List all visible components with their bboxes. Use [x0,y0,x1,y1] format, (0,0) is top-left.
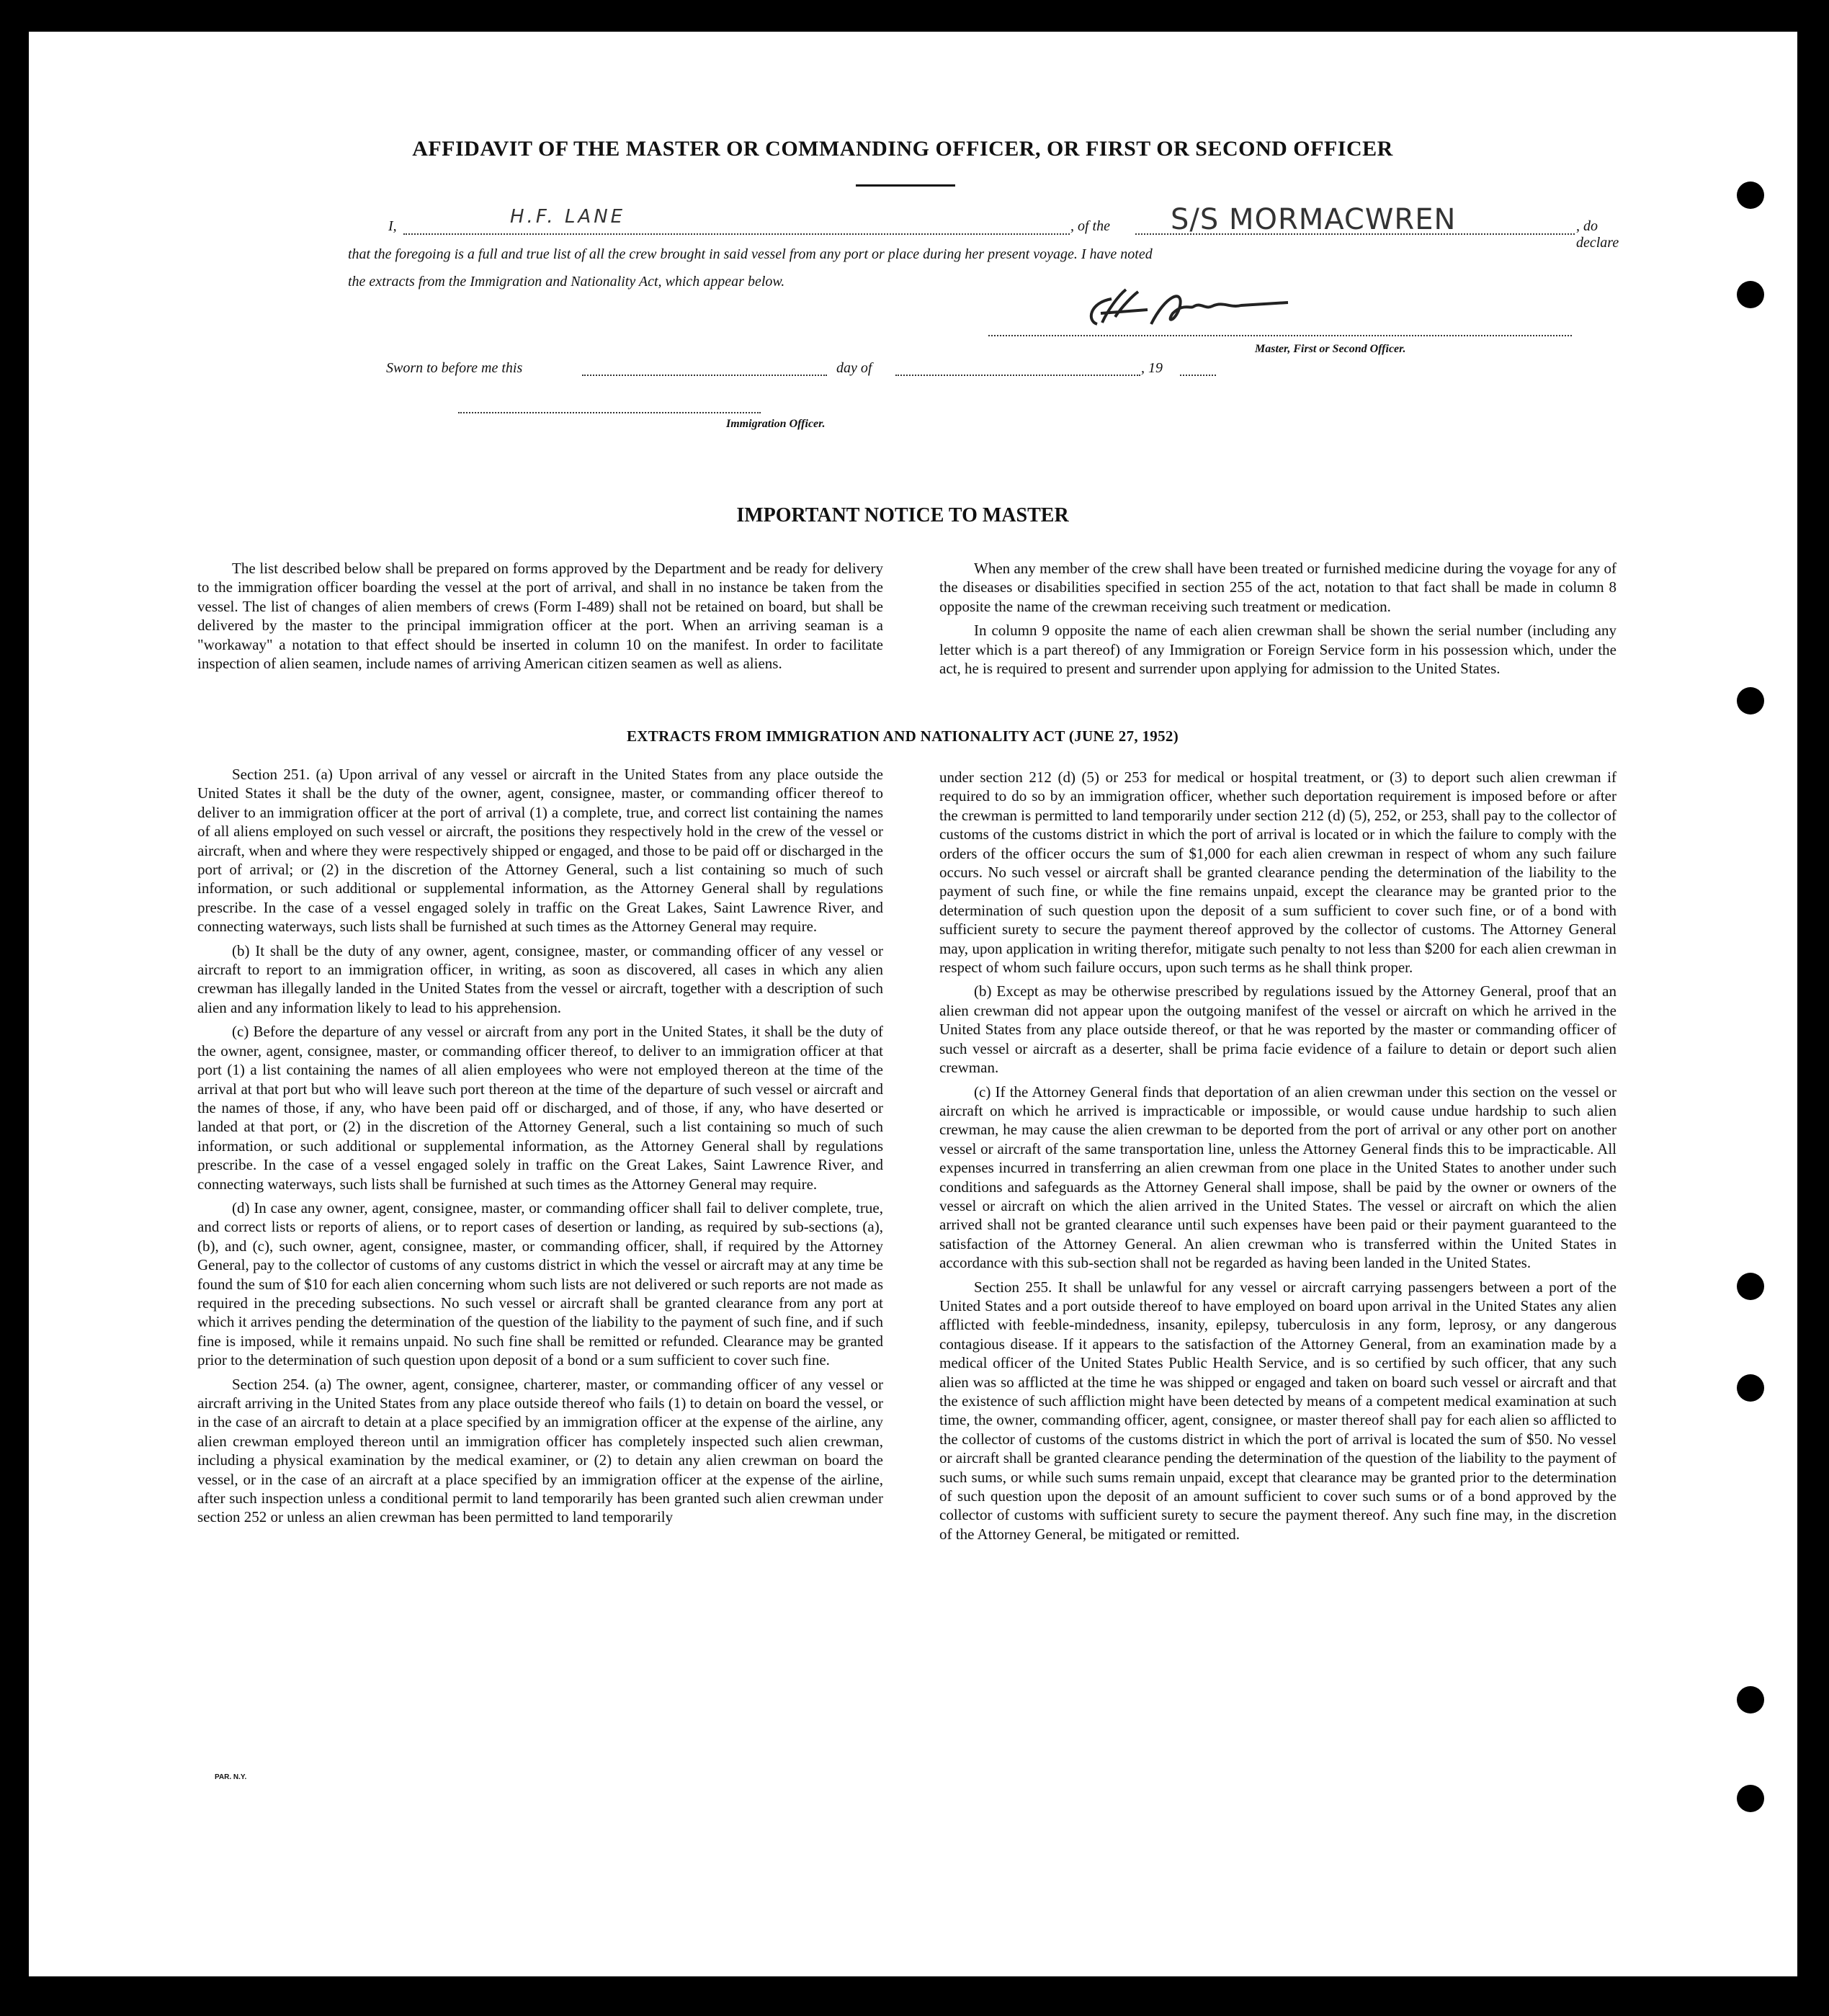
declaration-text-1: that the foregoing is a full and true list of all the crew brought in said vessel from any port or place during her present voyage. I have noted [348,246,1153,262]
title-rule [856,184,955,187]
extract-paragraph: Section 254. (a) The owner, agent, consignee, charterer, master, or commanding officer of any vessel or aircraft arriving in the United States from any place outside thereof who fails (1) to detain on board the vessel, or in the case of an aircraft to detain at a place specified by an immigration officer at the expense of the airline, any alien crewman employed thereon until an immigration officer has completely inspected such alien crewman, including a physical examination by the medical examiner, or (2) to detain any alien crewman on board the vessel, or in the case of an aircraft at a place specified by an immigration officer at the expense of the airline, after such inspection unless a conditional permit to land temporarily has been granted such alien crewman under section 252 or unless an alien crewman has been permitted to land temporarily [197,1375,883,1526]
extract-paragraph: Section 251. (a) Upon arrival of any vessel or aircraft in the United States from any place outside the United States it shall be the duty of the owner, agent, consignee, master, or commanding officer thereof to deliver to an immigration officer at the port of arrival (1) a complete, true, and correct list containing the names of all aliens employed on such vessel or aircraft, the positions they respectively hold in the crew of the vessel or aircraft, when and where they were respectively shipped or engaged, and those to be paid off or discharged in the port of arrival; or (2) in the discretion of the Attorney General, such a list containing so much of such information, or such additional or supplemental information, as the Attorney General shall by regulations prescribe. In the case of a vessel engaged solely in traffic on the Great Lakes, Saint Lawrence River, and connecting waterways, such lists shall be furnished at such times as the Attorney General may require. [197,766,883,936]
master-name-handwritten: H.F. LANE [510,206,626,228]
notice-right-column [939,559,1616,683]
extract-paragraph: (b) Except as may be otherwise prescribed by regulations issued by the Attorney General, proof that an alien crewman did not appear upon the outgoing manifest of the vessel or aircraft on which he arrived in the United States from any place outside thereof, or that he was reported by the master or commanding officer of such vessel or aircraft as a deserter, shall be prima facie evidence of a failure to detain or deport such alien crewman. [939,982,1616,1077]
do-declare-label: , do declare [1576,218,1619,251]
sworn-label: Sworn to before me this [386,360,523,376]
year-label: , 19 [1141,360,1163,376]
binder-hole [1737,687,1764,714]
binder-hole [1737,1374,1764,1402]
extracts-title: EXTRACTS FROM IMMIGRATION AND NATIONALITY ACT (JUNE 27, 1952) [627,727,1179,745]
of-the-label: , of the [1070,218,1110,234]
extract-paragraph: (c) If the Attorney General finds that deportation of an alien crewman under this section on the vessel or aircraft on which he arrived is impracticable or impossible, or would cause undue hardship to such alien crewman, he may cause the alien crewman to be deported from the port of arrival or any other port on another vessel or aircraft of the same transportation line, unless the Attorney General finds this to be impracticable. All expenses incurred in transferring an alien crewman from one place in the United States to another under such conditions and safeguards as the Attorney General shall impose, shall be paid by the owner or owners of the vessel or aircraft on which the alien arrived in the United States. The vessel or aircraft on which the alien arrived shall not be granted clearance until such expenses have been paid or their payment guaranteed to the satisfaction of the Attorney General. An alien crewman who is transferred within the United States in accordance with this sub-section shall not be regarded as having been landed in the United States. [939,1083,1616,1272]
notice-left-column [197,559,883,678]
signature-line [988,335,1572,336]
extract-paragraph: (b) It shall be the duty of any owner, agent, consignee, master, or commanding officer of any vessel or aircraft to report to an immigration officer, in writing, as soon as discovered, all cases in which any alien crewman has illegally landed in the United States from the vessel or aircraft, together with a description of such alien and any information likely to lead to his apprehension. [197,941,883,1016]
notice-paragraph: The list described below shall be prepared on forms approved by the Department and be ready for delivery to the immigration officer boarding the vessel at the port of arrival, and shall in no instance be taken from the vessel. The list of changes of alien members of crews (Form I-489) shall not be retained on board, but shall be delivered by the master to the principal immigration officer at the port. When an arriving seaman is a "workaway" a notation to that effect should be inserted in column 10 on the manifest. In order to facilitate inspection of alien seamen, include names of arriving American citizen seamen as well as aliens. [197,560,883,673]
officer-line [458,412,761,413]
notice-title: IMPORTANT NOTICE TO MASTER [736,504,1069,527]
officer-caption: Immigration Officer. [726,418,826,430]
binder-hole [1737,1273,1764,1300]
notice-paragraph: In column 9 opposite the name of each alien crewman shall be shown the serial number (including any letter which is a part thereof) of any Immigration or Foreign Service form in his possession which, under the act, he is required to present and surrender upon applying for admission to the United States. [939,622,1616,678]
day-of-label: day of [836,360,872,376]
extract-paragraph: (d) In case any owner, agent, consignee, master, or commanding officer shall fail to deliver complete, true, and correct lists or reports of aliens, or to report cases of desertion or landing, as required by sub-sections (a), (b), and (c), such owner, agent, consignee, master, or commanding officer, shall, if required by the Attorney General, pay to the collector of customs of any customs district in which the vessel or aircraft may at any time be found the sum of $10 for each alien concerning whom such lists are not delivered or such reports are not made as required in the preceding subsections. No such vessel or aircraft shall be granted clearance from any port at which it arrives pending the determination of the question of the liability to the payment of such fine, and if such fine is imposed, while it remains unpaid. No such fine shall be remitted or refunded. Clearance may be granted prior to the determination of such question upon deposit of a bond or a sum sufficient to cover such fine. [197,1199,883,1369]
extract-paragraph: under section 212 (d) (5) or 253 for medical or hospital treatment, or (3) to deport such alien crewman if required to do so by an immigration officer, whether such deportation requirement is imposed before or after the crewman is permitted to land temporarily under section 212 (d) (5), 252, or 253, shall pay to the collector of customs of the customs district in which the port of arrival is located or in which the failure to comply with the orders of the officer occurs the sum of $1,000 for each alien crewman in respect of whom any such failure occurs. No such vessel or aircraft shall be granted clearance pending the determination of the liability to the payment of such fine, or while the fine remains unpaid, except the clearance may be granted prior to the determination of such question upon the deposit of a sum sufficient to cover such fine, or of a bond with sufficient surety to secure the payment thereof approved by the collector of customs. The Attorney General may, upon application in writing therefor, mitigate such penalty to not less than $200 for each alien crewman in respect of whom such failure occurs, upon such terms as he shall think proper. [939,769,1616,977]
binder-hole [1737,1785,1764,1812]
master-caption: Master, First or Second Officer. [1255,343,1406,355]
binder-hole [1737,281,1764,308]
month-line [895,375,1140,376]
extracts-right-column [939,768,1616,1549]
extracts-left-column [197,765,883,1532]
notice-paragraph: When any member of the crew shall have been treated or furnished medicine during the voyage for any of the diseases or disabilities specified in section 255 of the act, notation to that fact shall be made in column 8 opposite the name of the crewman receiving such treatment or medication. [939,560,1616,615]
printer-mark: PAR. N.Y. [215,1773,247,1781]
year-line [1180,375,1216,376]
vessel-stamp: S/S MORMACWREN [1171,203,1457,236]
affidavit-title: AFFIDAVIT OF THE MASTER OR COMMANDING OFFICER, OR FIRST OR SECOND OFFICER [412,137,1393,161]
name-line [403,233,1070,235]
declaration-text-2: the extracts from the Immigration and Nationality Act, which appear below. [348,274,785,290]
i-label: I, [388,218,397,234]
binder-hole [1737,1686,1764,1713]
binder-hole [1737,182,1764,209]
extract-paragraph: Section 255. It shall be unlawful for any vessel or aircraft carrying passengers between a port of the United States and a port outside thereof to have employed on board upon arrival in the United States any alien afflicted with feeble-mindedness, insanity, epilepsy, tuberculosis in any form, leprosy, or any dangerous contagious disease. If it appears to the satisfaction of the Attorney General, from an examination made by a medical officer of the United States Public Health Service, and is so certified by such officer, that any such alien was so afflicted at the time he was shipped or engaged and taken on board such vessel or aircraft and that the existence of such affliction might have been detected by means of a competent medical examination at such time, the owner, commanding officer, agent, consignee, or master thereof shall pay for each alien so afflicted to the collector of customs of the customs district in which the port of arrival is located the sum of $50. No vessel or aircraft shall be granted clearance pending the determination of the question of the liability to the payment of such sums, or while such sums remain unpaid, except that clearance may be granted prior to the determination of such question upon the deposit of an amount sufficient to cover such sums or of a bond approved by the collector of customs with sufficient surety to secure the payment thereof. Any such fine may, in the discretion of the Attorney General, be mitigated or remitted. [939,1278,1616,1543]
extract-paragraph: (c) Before the departure of any vessel or aircraft from any port in the United States, it shall be the duty of the owner, agent, consignee, master, or commanding officer thereof, to deliver to an immigration officer at that port (1) a list containing the names of all alien employees who were not employed thereon at the time of the arrival at that port but who will leave such port thereon at the time of the departure of such vessel or aircraft and the names of those, if any, who have been paid off or discharged, and of those, if any, who have deserted or landed at that port, or (2) in the discretion of the Attorney General, such a list containing so much of such information, or such additional or supplemental information, as the Attorney General shall by regulations prescribe. In the case of a vessel engaged solely in traffic on the Great Lakes, Saint Lawrence River, and connecting waterways, such lists shall be furnished at such times as the Attorney General may require. [197,1023,883,1193]
sworn-date-line [582,375,827,376]
